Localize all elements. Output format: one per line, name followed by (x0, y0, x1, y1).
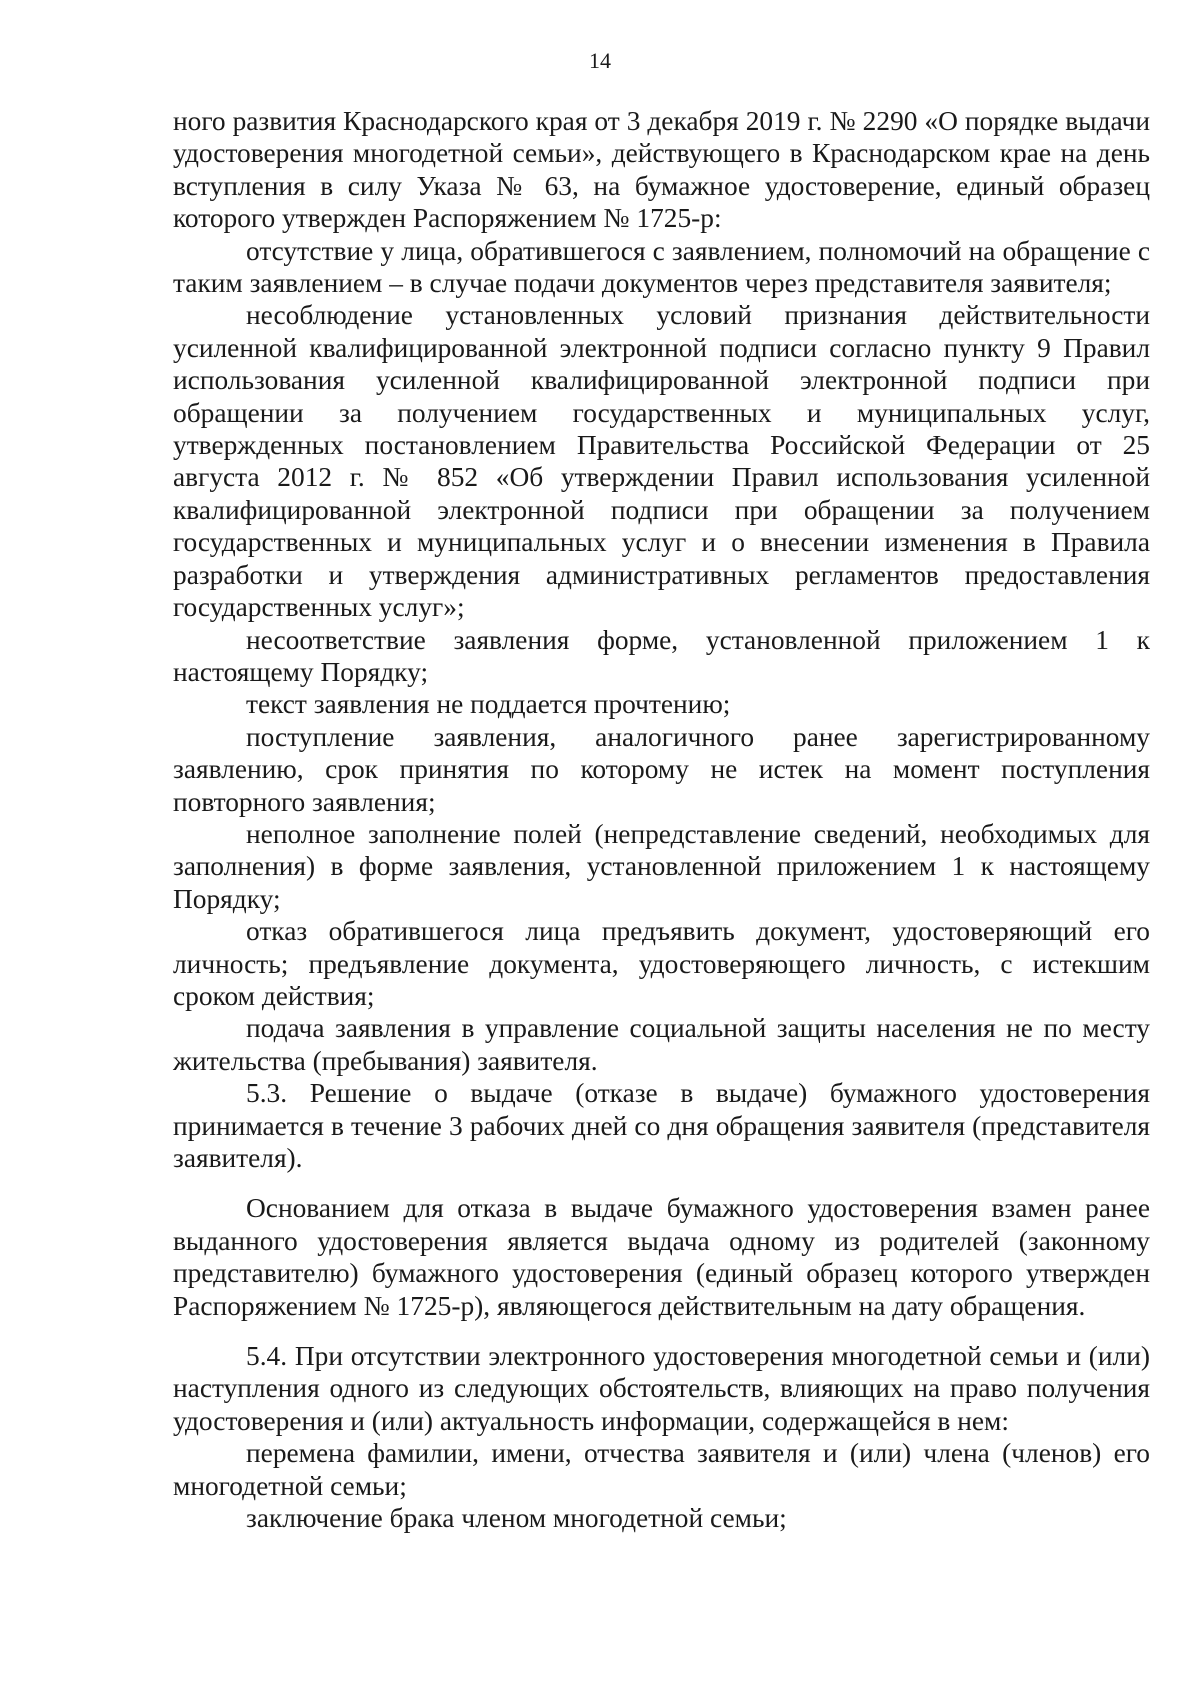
paragraph-marriage: заключение брака членом многодетной семьи; (246, 1503, 787, 1534)
paragraph-form-mismatch: несоответствие заявления форме, установленной приложением 1 к настоящему Порядку; (173, 624, 1150, 687)
paragraph-refusal-grounds: Основанием для отказа в выдаче бумажного удостоверения взамен ранее выданного удостоверения является выдача одному из родителей (законному представителю) бумажного удостоверения (единый образец которого утвержден Распоряжением № 1725-р), являющегося действительным на дату обращения. (173, 1193, 1150, 1321)
paragraph-wrong-office: подача заявления в управление социальной защиты населения не по месту жительства (пребывания) заявителя. (173, 1013, 1150, 1076)
paragraph-signature-validity: несоблюдение установленных условий признания действительности усиленной квалифицированной электронной подписи согласно пункту 9 Правил использования усиленной квалифицированной электронной подписи при обращении за получением государственных и муниципальных услуг, утвержденных постановлением Правительства Российской Федерации от 25 августа 2012 г. № 852 «Об утверждении Правил использования усиленной квалифицированной электронной подписи при обращении за получением государственных и муниципальных услуг и о внесении изменения в Правила разработки и утверждения административных регламентов предоставления государственных услуг»; (173, 300, 1150, 623)
page-number: 14 (589, 48, 611, 73)
paragraph-identity-refusal: отказ обратившегося лица предъявить документ, удостоверяющий его личность; предъявление документа, удостоверяющего личность, с истекшим сроком действия; (173, 916, 1150, 1011)
paragraph-name-change: перемена фамилии, имени, отчества заявителя и (или) члена (членов) его многодетной семьи; (173, 1438, 1150, 1501)
paragraph-section-5-3: 5.3. Решение о выдаче (отказе в выдаче) бумажного удостоверения принимается в течение 3 рабочих дней со дня обращения заявителя (представителя заявителя). (173, 1078, 1150, 1173)
paragraph-continuation: ного развития Краснодарского края от 3 декабря 2019 г. № 2290 «О порядке выдачи удостоверения многодетной семьи», действующего в Краснодарском крае на день вступления в силу Указа № 63, на бумажное удостоверение, единый образец которого утвержден Распоряжением № 1725-р: (173, 106, 1150, 234)
paragraph-incomplete-fields: неполное заполнение полей (непредставление сведений, необходимых для заполнения) в форме заявления, установленной приложением 1 к настоящему Порядку; (173, 818, 1150, 914)
document-body (173, 105, 1150, 1534)
paragraph-no-authority: отсутствие у лица, обратившегося с заявлением, полномочий на обращение с таким заявлением – в случае подачи документов через представителя заявителя; (173, 235, 1150, 299)
paragraph-unreadable-text: текст заявления не поддается прочтению; (246, 689, 731, 720)
paragraph-duplicate-application: поступление заявления, аналогичного ранее зарегистрированному заявлению, срок принятия по которому не истек на момент поступления повторного заявления; (173, 721, 1150, 817)
paragraph-section-5-4: 5.4. При отсутствии электронного удостоверения многодетной семьи и (или) наступления одного из следующих обстоятельств, влияющих на право получения удостоверения и (или) актуальность информации, содержащейся в нем: (173, 1341, 1150, 1436)
